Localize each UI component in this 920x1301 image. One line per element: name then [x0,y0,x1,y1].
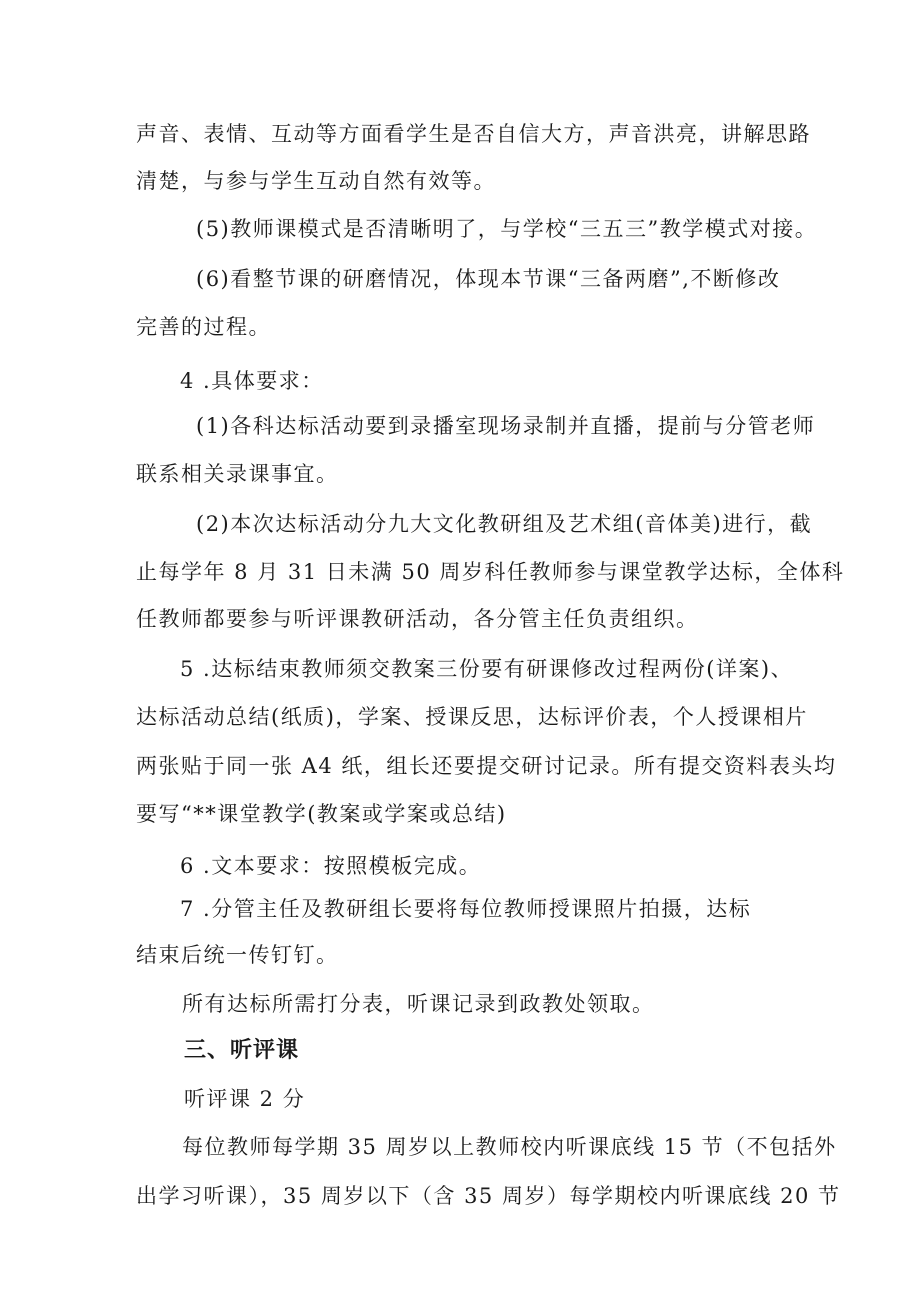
text-line: 止每学年 8 月 31 日未满 50 周岁科任教师参与课堂教学达标，全体科 [136,560,845,584]
text-line: 每位教师每学期 35 周岁以上教师校内听课底线 15 节（不包括外 [182,1135,837,1159]
text-line: 任教师都要参与听评课教研活动，各分管主任负责组织。 [136,607,699,631]
text-line: 6 .文本要求：按照模板完成。 [180,854,482,878]
text-line: 结束后统一传钉钉。 [136,943,339,967]
text-line: 7 .分管主任及教研组长要将每位教师授课照片拍摄，达标 [180,897,752,921]
text-line: 联系相关录课事宜。 [136,462,339,486]
text-line: 声音、表情、互动等方面看学生是否自信大方，声音洪亮，讲解思路 [136,122,811,146]
text-line: 达标活动总结(纸质)，学案、授课反思，达标评价表，个人授课相片 [136,705,808,729]
text-line: (1)各科达标活动要到录播室现场录制并直播，提前与分管老师 [196,414,816,438]
text-line: 要写“**课堂教学(教案或学案或总结) [136,802,507,826]
text-line: (5)教师课模式是否清晰明了，与学校“三五三”教学模式对接。 [196,217,818,241]
text-line: 4 .具体要求： [180,369,324,393]
text-line: 清楚，与参与学生互动自然有效等。 [136,169,496,193]
text-line: 出学习听课），35 周岁以下（含 35 周岁）每学期校内听课底线 20 节 [136,1184,841,1208]
section-heading: 三、听评课 [184,1038,300,1063]
text-line: 两张贴于同一张 A4 纸，组长还要提交研讨记录。所有提交资料表头均 [136,754,837,778]
text-line: 5 .达标结束教师须交教案三份要有研课修改过程两份(详案)、 [180,657,794,681]
text-line: 听评课 2 分 [184,1087,306,1111]
text-line: 完善的过程。 [136,315,271,339]
text-line: 所有达标所需打分表，听课记录到政教处领取。 [182,992,655,1016]
text-line: (6)看整节课的研磨情况，体现本节课“三备两磨”,不断修改 [196,267,781,291]
text-line: (2)本次达标活动分九大文化教研组及艺术组(音体美)进行，截 [196,512,813,536]
